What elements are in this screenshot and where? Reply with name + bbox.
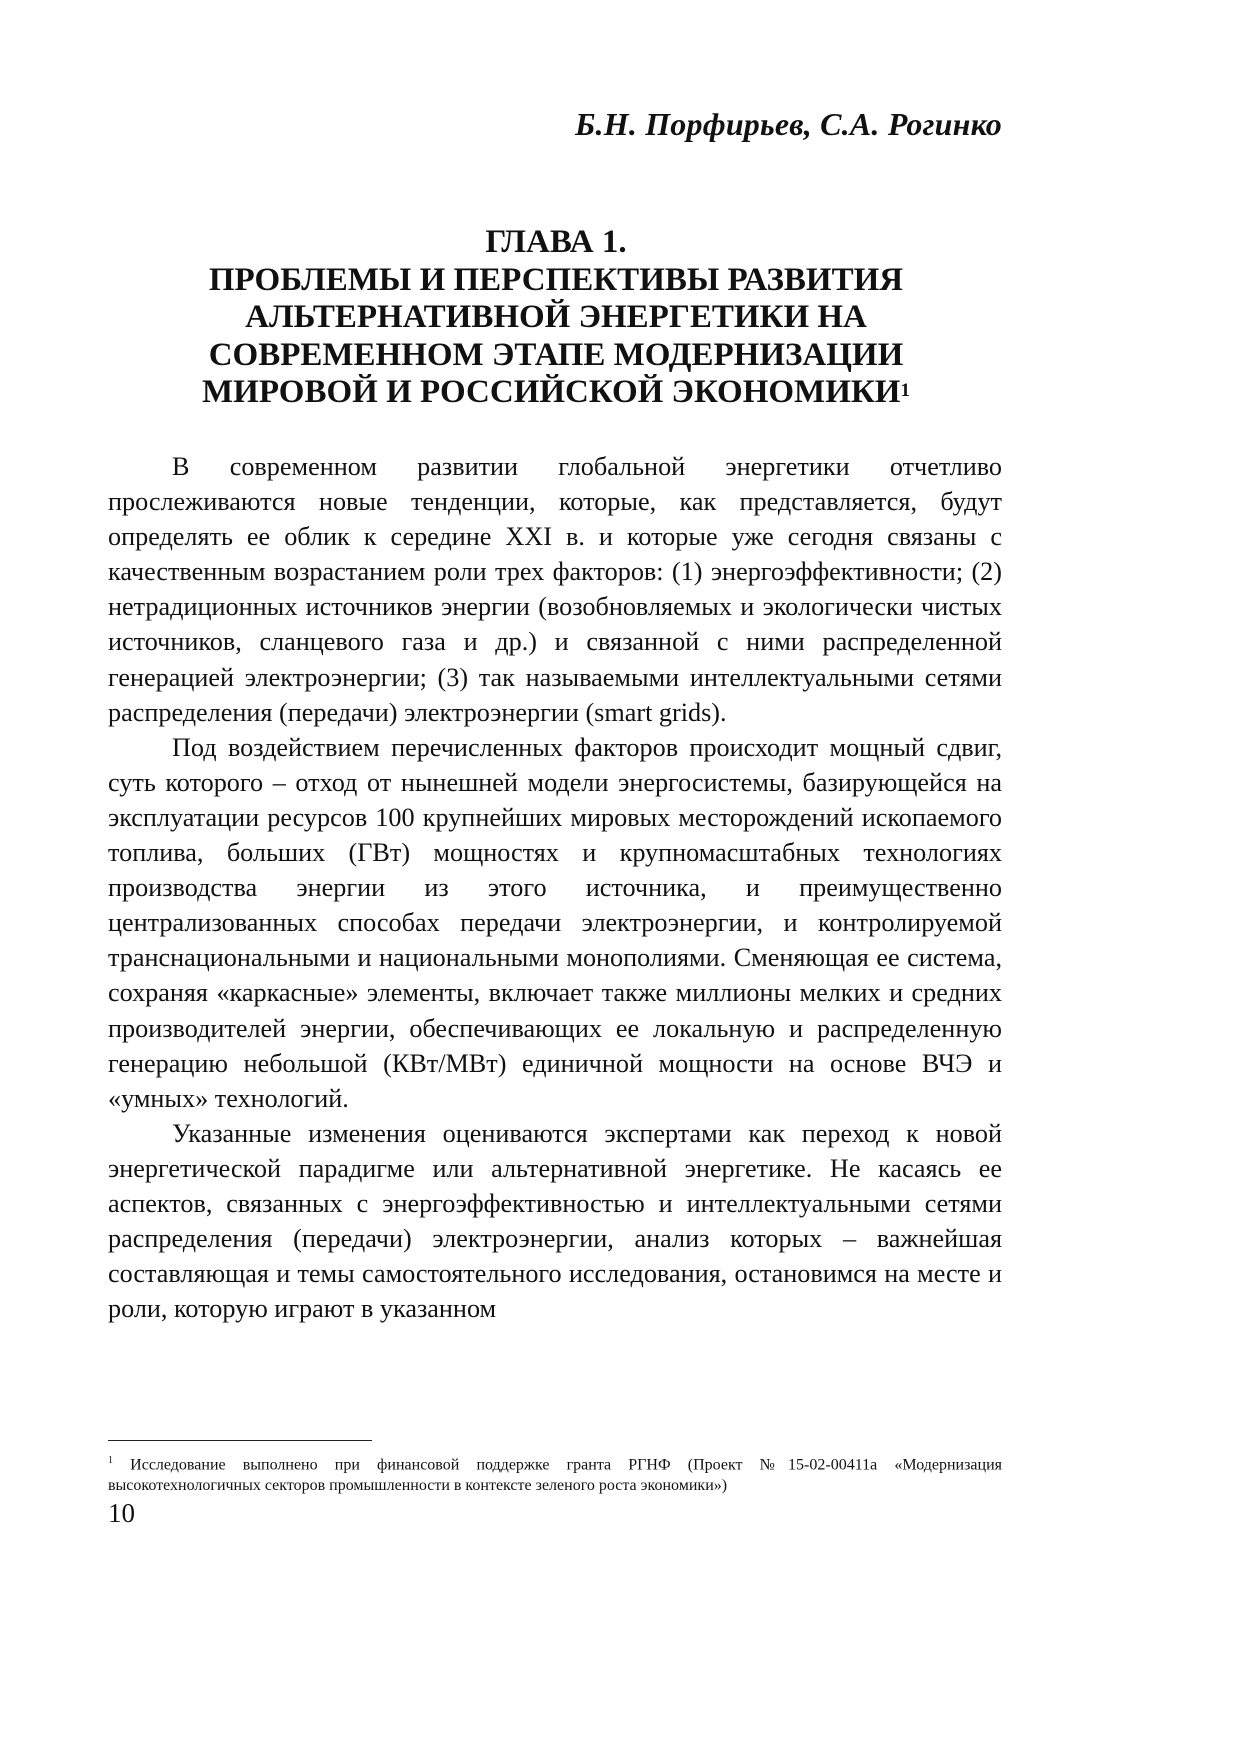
- chapter-title-line: АЛЬТЕРНАТИВНОЙ ЭНЕРГЕТИКИ НА: [245, 299, 867, 335]
- footnote-reference: 1: [900, 380, 910, 401]
- body-text: [108, 449, 1002, 1326]
- running-header-authors: Б.Н. Порфирьев, С.А. Рогинко: [575, 106, 1002, 142]
- footnote-mark: 1: [108, 1455, 113, 1466]
- chapter-title-line: ПРОБЛЕМЫ И ПЕРСПЕКТИВЫ РАЗВИТИЯ: [208, 261, 904, 298]
- chapter-title-line-last: [108, 374, 1004, 412]
- chapter-title-line-text: МИРОВОЙ И РОССИЙСКОЙ ЭКОНОМИКИ: [202, 374, 901, 410]
- footnote-divider: [108, 1440, 372, 1441]
- paragraph: Под воздействием перечисленных факторов происходит мощный сдвиг, суть которого – отход от нынешней модели энергосистемы, базирующейся на эксплуатации ресурсов 100 крупнейших мировых месторождений ископаемого топлива, больших (ГВт) мощностях и крупномасштабных технологиях производства энергии из этого источника, и преимущественно централизованных способах передачи электроэнергии, и контролируемой транснациональными и национальными монополиями. Сменяющая ее система, сохраняя «каркасные» элементы, включает также миллионы мелких и средних производителей энергии, обеспечивающих ее локальную и распределенную генерацию небольшой (КВт/МВт) единичной мощности на основе ВЧЭ и «умных» технологий.: [108, 732, 1002, 1113]
- paragraph: Указанные изменения оцениваются экспертами как переход к новой энергетической парадигме или альтернативной энергетике. Не касаясь ее аспектов, связанных с энергоэффективностью и интеллектуальными сетями распределения (передачи) электроэнергии, анализ которых – важнейшая составляющая и темы самостоятельного исследования, остановимся на месте и роли, которую играют в указанном: [108, 1118, 1002, 1324]
- chapter-title-line: СОВРЕМЕННОМ ЭТАПЕ МОДЕРНИЗАЦИИ: [208, 336, 904, 373]
- chapter-number: ГЛАВА 1.: [485, 224, 627, 260]
- page-number: 10: [108, 1498, 135, 1528]
- paragraph: В современном развитии глобальной энергетики отчетливо прослеживаются новые тенденции, которые, как представляется, будут определять ее облик к середине XXI в. и которые уже сегодня связаны с качественным возрастанием роли трех факторов: (1) энергоэффективности; (2) нетрадиционных источников энергии (возобновляемых и экологически чистых источников, сланцевого газа и др.) и связанной с ними распределенной генерацией электроэнергии; (3) так называемыми интеллектуальными сетями распределения (передачи) электроэнергии (smart grids).: [108, 452, 1002, 727]
- chapter-title: [108, 224, 1004, 412]
- footnote: [108, 1450, 1002, 1496]
- footnote-text: Исследование выполнено при финансовой поддержке гранта РГНФ (Проект №15-02-00411а «Модернизация высокотехнологичных секторов промышленности в контексте зеленого роста экономики»): [108, 1456, 1003, 1495]
